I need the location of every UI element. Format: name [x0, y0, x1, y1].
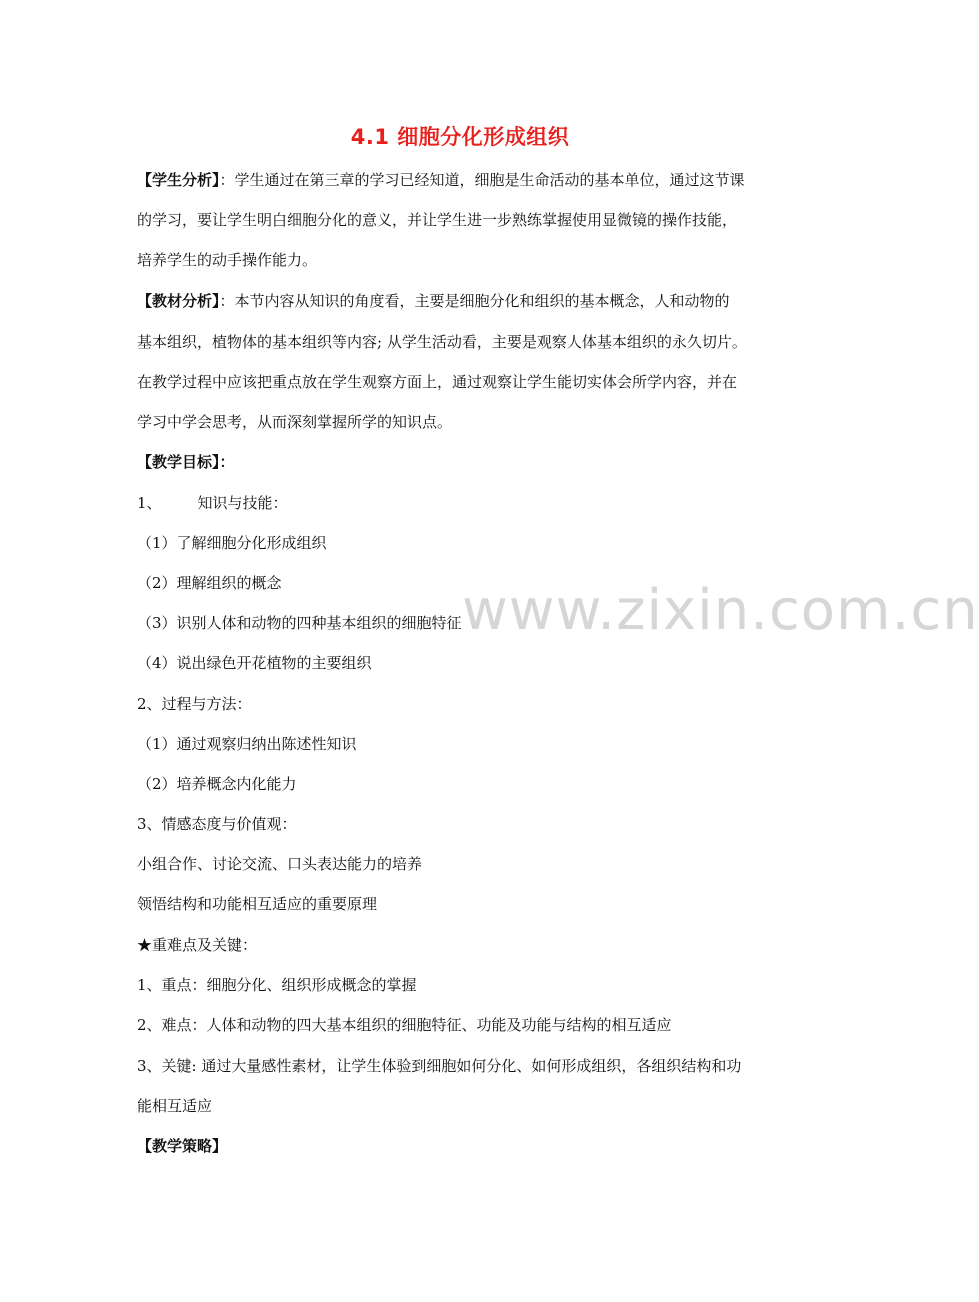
student-analysis-line-2: 的学习，要让学生明白细胞分化的意义，并让学生进一步熟练掌握使用显微镜的操作技能，	[137, 211, 738, 229]
watermark-text: www.zixin.com.cn	[462, 578, 979, 643]
objective-item-3-1: 小组合作、讨论交流、口头表达能力的培养	[137, 855, 423, 873]
objectives-section-1-text: 知识与技能：	[197, 494, 288, 512]
key-point-1: 1、重点：细胞分化、组织形成概念的掌握	[137, 976, 417, 994]
student-analysis-line-3: 培养学生的动手操作能力。	[137, 251, 318, 269]
strategy-heading: 【教学策略】	[137, 1137, 228, 1155]
student-analysis-label: 【学生分析】	[137, 171, 220, 189]
objective-item-1-1: （1）了解细胞分化形成组织	[137, 534, 327, 552]
objectives-label: 【教学目标】	[137, 453, 220, 471]
material-analysis-line-4: 学习中学会思考，从而深刻掌握所学的知识点。	[137, 413, 453, 431]
material-analysis-line-2: 基本组织，植物体的基本组织等内容; 从学生活动看，主要是观察人体基本组织的永久切片。	[137, 333, 747, 351]
objectives-section-1-number: 1、	[137, 494, 162, 512]
page-title: 4.1 细胞分化形成组织	[350, 125, 570, 149]
objectives-section-3: 3、情感态度与价值观：	[137, 815, 297, 833]
objective-item-1-2: （2）理解组织的概念	[137, 574, 282, 592]
objectives-heading	[137, 452, 797, 472]
material-analysis-text: ：本节内容从知识的角度看，主要是细胞分化和组织的基本概念，人和动物的	[219, 292, 730, 310]
material-analysis-label: 【教材分析】	[137, 292, 220, 310]
material-analysis-paragraph-line-1	[137, 291, 797, 311]
student-analysis-paragraph-line-1	[137, 170, 797, 190]
key-point-3-line-1: 3、关键: 通过大量感性素材，让学生体验到细胞如何分化、如何形成组织，各组织结构和功	[137, 1057, 742, 1075]
objective-item-1-4: （4）说出绿色开花植物的主要组织	[137, 654, 372, 672]
material-analysis-line-3: 在教学过程中应该把重点放在学生观察方面上，通过观察让学生能切实体会所学内容，并在	[137, 373, 738, 391]
objective-item-2-1: （1）通过观察归纳出陈述性知识	[137, 735, 357, 753]
objective-item-2-2: （2）培养概念内化能力	[137, 775, 297, 793]
key-point-2: 2、难点：人体和动物的四大基本组织的细胞特征、功能及功能与结构的相互适应	[137, 1016, 672, 1034]
student-analysis-text: ：学生通过在第三章的学习已经知道，细胞是生命活动的基本单位，通过这节课	[219, 171, 745, 189]
objective-item-3-2: 领悟结构和功能相互适应的重要原理	[137, 895, 378, 913]
objectives-section-1	[137, 493, 797, 513]
objectives-colon: ：	[219, 453, 235, 471]
objective-item-1-3: （3）识别人体和动物的四种基本组织的细胞特征	[137, 614, 462, 632]
key-point-3-line-2: 能相互适应	[137, 1097, 213, 1115]
key-points-heading: ★重难点及关键：	[137, 936, 258, 954]
objectives-section-2: 2、过程与方法：	[137, 695, 252, 713]
